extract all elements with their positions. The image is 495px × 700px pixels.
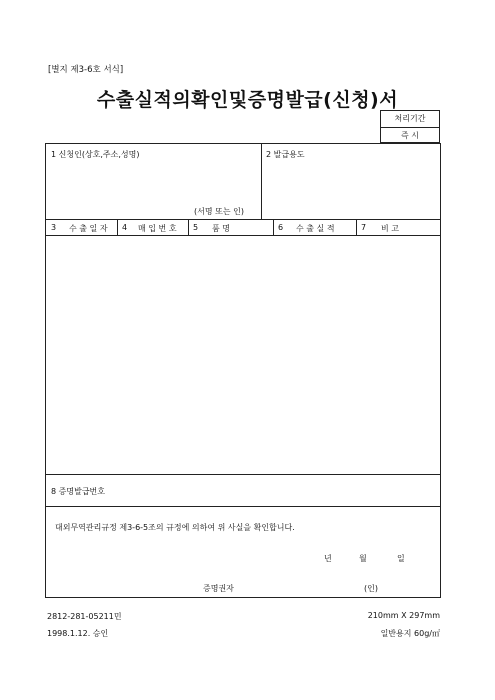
signature-label: (서명 또는 인): [194, 207, 244, 216]
form-table: [45, 143, 441, 598]
processing-period-value: 즉 시: [401, 131, 419, 140]
statement-text: 대외무역관리규정 제3-6-5조의 규정에 의하여 위 사실을 확인합니다.: [55, 523, 295, 532]
col-num-3: 3: [51, 223, 57, 232]
col-remarks: 비 고: [381, 224, 399, 233]
document-title: 수출실적의확인및증명발급(신청)서: [96, 89, 399, 111]
col-export-amount: 수 출 실 적: [296, 224, 335, 233]
col-divider: [188, 219, 189, 235]
col-item-name: 품 명: [212, 224, 230, 233]
month-label: 월: [359, 554, 367, 563]
cert-number-label: 8 증명발급번호: [51, 487, 106, 496]
divider-row: [46, 506, 440, 507]
col-divider: [356, 219, 357, 235]
footer-approval: 1998.1.12. 승인: [47, 629, 109, 638]
form-code: [별지 제3-6호 서식]: [48, 65, 124, 75]
processing-period-box: [380, 110, 440, 143]
seal-label: (인): [364, 584, 378, 593]
divider-row: [46, 235, 440, 236]
divider-row: [46, 219, 440, 220]
purpose-label: 2 발급용도: [266, 150, 305, 159]
col-divider: [117, 219, 118, 235]
footer-paper: 일반용지 60g/㎡: [380, 629, 440, 638]
col-export-date: 수 출 일 자: [69, 224, 108, 233]
col-num-5: 5: [193, 223, 199, 232]
certifier-label: 증명권자: [203, 584, 234, 593]
footer-code: 2812-281-05211민: [47, 612, 122, 621]
col-num-6: 6: [278, 223, 284, 232]
year-label: 년: [324, 554, 332, 563]
divider-row: [46, 474, 440, 475]
col-num-7: 7: [361, 223, 367, 232]
applicant-label: 1 신청인(상호,주소,성명): [51, 150, 140, 159]
col-num-4: 4: [122, 223, 128, 232]
col-purchase-no: 매 입 번 호: [138, 224, 177, 233]
day-label: 일: [397, 554, 405, 563]
col-divider: [273, 219, 274, 235]
processing-period-label: 처리기간: [381, 111, 439, 128]
footer-size: 210mm X 297mm: [367, 611, 440, 620]
divider-applicant-purpose: [261, 144, 262, 219]
